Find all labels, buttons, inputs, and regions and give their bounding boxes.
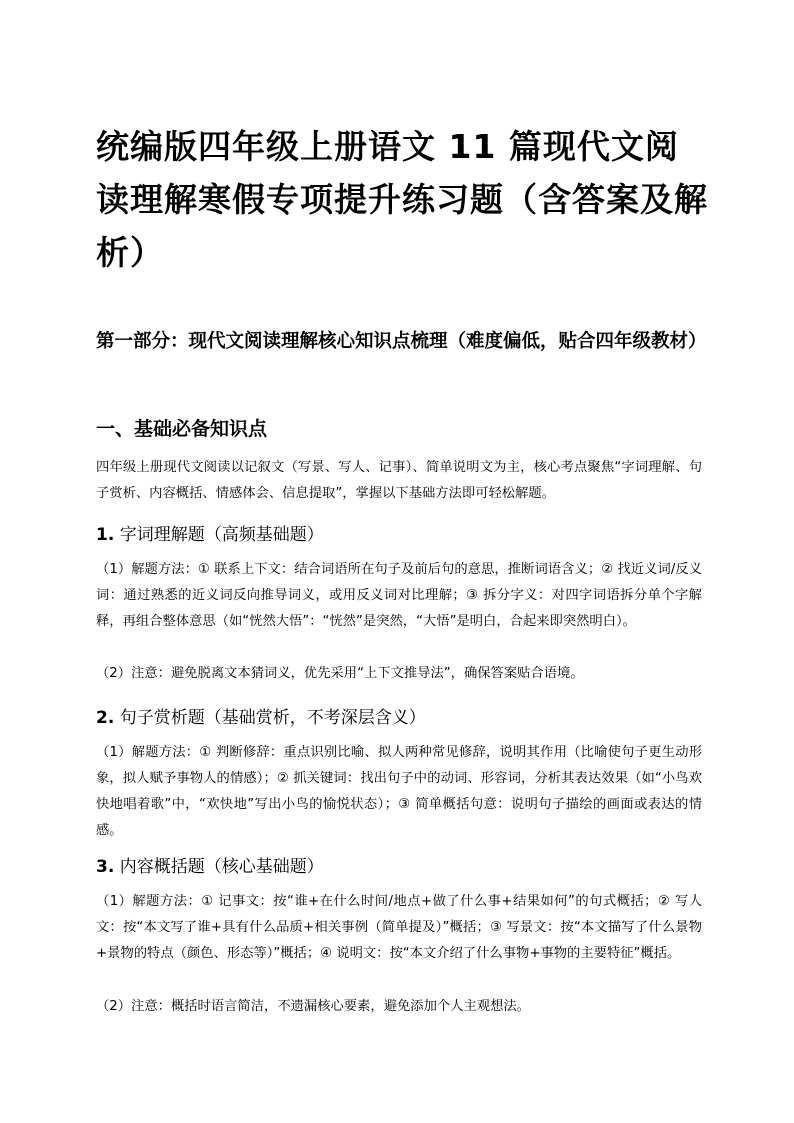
section-title: 一、基础必备知识点: [96, 418, 268, 440]
subsection-3-number: 3.: [96, 857, 115, 877]
subsection-3-heading: [96, 853, 324, 881]
subsection-2-method: （1）解题方法：① 判断修辞：重点识别比喻、拟人两种常见修辞，说明其作用（比喻使句子更生动形象，拟人赋予事物人的情感）；② 抓关键词：找出句子中的动词、形容词，分析其表达效果（如“小鸟欢快地唱着歌”中，“欢快地”写出小鸟的愉悦状态）；③ 简单概括句意：说明句子描绘的画面或表达的情感。: [96, 745, 702, 838]
subsection-1-method: （1）解题方法：① 联系上下文：结合词语所在句子及前后句的意思，推断词语含义；② 找近义词/反义词：通过熟悉的近义词反向推导词义，或用反义词对比理解；③ 拆分字义：对四字词语拆分单个字解释，再组合整体意思（如“恍然大悟”：“恍然”是突然，“大悟”是明白，合起来即突然明白）。: [96, 562, 702, 629]
subsection-3-method: （1）解题方法：① 记事文：按“谁+在什么时间/地点+做了什么事+结果如何”的句式概括；② 写人文：按“本文写了谁+具有什么品质+相关事例（简单提及）”概括；③ 写景文：按“本文描写了什么景物+景物的特点（颜色、形态等）”概括；④ 说明文：按“本文介绍了什么事物+事物的主要特征”概括。: [96, 894, 702, 961]
subsection-1-title: 字词理解题（高频基础题）: [119, 525, 324, 545]
subsection-2-heading: [96, 704, 426, 732]
subsection-2-title: 句子赏析题（基础赏析，不考深层含义）: [119, 708, 426, 728]
subsection-1-heading: [96, 521, 324, 549]
subsection-2-number: 2.: [96, 708, 115, 728]
part-title: 第一部分：现代文阅读理解核心知识点梳理（难度偏低，贴合四年级教材）: [96, 331, 707, 352]
subsection-3-note: （2）注意：概括时语言简洁，不遗漏核心要素，避免添加个人主观想法。: [96, 999, 530, 1014]
subsection-3-title: 内容概括题（核心基础题）: [119, 857, 324, 877]
subsection-1-note: （2）注意：避免脱离文本猜词义，优先采用“上下文推导法”，确保答案贴合语境。: [96, 666, 584, 681]
intro-paragraph: 四年级上册现代文阅读以记叙文（写景、写人、记事）、简单说明文为主，核心考点聚焦“字词理解、句子赏析、内容概括、情感体会、信息提取”，掌握以下基础方法即可轻松解题。: [96, 460, 702, 501]
subsection-1-number: 1.: [96, 525, 115, 545]
document-title: 统编版四年级上册语文 11 篇现代文阅读理解寒假专项提升练习题（含答案及解析）: [96, 127, 708, 272]
